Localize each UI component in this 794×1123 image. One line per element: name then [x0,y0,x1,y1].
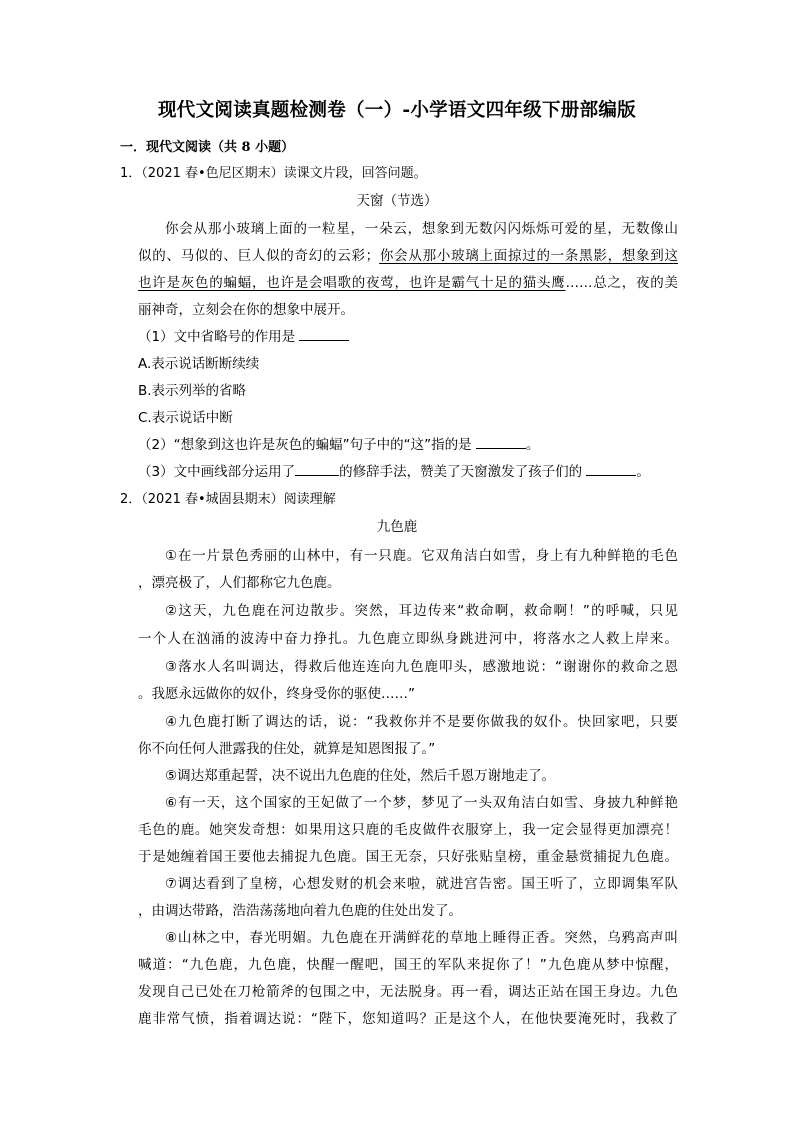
passage-2-title: 九色鹿 [376,519,418,535]
passage-1-line [138,271,678,291]
passage-2-line: ⑤调达郑重起誓，决不说出九色鹿的住处，然后千恩万谢地走了。 [165,768,556,784]
question-2-header: 2．（2021 春•城固县期末）阅读理解 [120,492,336,507]
passage-1-text: ……总之，夜的美 [565,275,678,291]
passage-2-line: ⑧山林之中，春光明媚。九色鹿在开满鲜花的草地上睡得正香。突然，乌鸦高声叫 [165,930,678,946]
passage-2-line: 毛色的鹿。她突发奇想：如果用这只鹿的毛皮做件衣服穿上，我一定会显得更加漂亮！ [138,822,678,838]
underlined-text: 你会从那小玻璃上面掠过的一条黑影，想象到这 [379,248,679,264]
passage-2-line: ⑥有一天，这个国家的王妃做了一个梦，梦见了一头双角洁白如雪、身披九种鲜艳 [165,795,678,811]
sub-question-text: （2）“想象到这也许是灰色的蝙蝠”句子中的“这”指的是 [138,437,472,453]
passage-2-line: ④九色鹿打断了调达的话，说：“我救你并不是要你做我的奴仆。快回家吧，只要 [165,714,678,730]
passage-2-line: ⑦调达看到了皇榜，心想发财的机会来啦，就进宫告密。国王听了，立即调集军队 [165,876,678,892]
passage-2-line: 发现自己已处在刀枪箭斧的包围之中，无法脱身。再一看，调达正站在国王身边。九色 [138,984,678,1000]
sub-question-1 [138,325,678,345]
page-title: 现代文阅读真题检测卷（一）-小学语文四年级下册部编版 [158,100,636,121]
passage-2-line: ①在一片景色秀丽的山林中，有一只鹿。它双角洁白如雪，身上有九种鲜艳的毛色 [165,548,678,564]
option-c: C.表示说话中断 [138,410,233,426]
passage-1-line: 丽神奇，立刻会在你的想象中展开。 [138,302,354,318]
sub-question-2: （2）“想象到这也许是灰色的蝙蝠”句子中的“这”指的是 。 [138,433,678,453]
passage-2-line: 一个人在汹涌的波涛中奋力挣扎。九色鹿立即纵身跳进河中，将落水之人救上岸来。 [138,631,678,647]
passage-1-title: 天窗（节选） [356,193,438,209]
option-b: B.表示列举的省略 [138,383,247,399]
passage-2-line: 。我愿永远做你的奴仆，终身受你的驱使……” [138,686,415,702]
section-heading: 一．现代文阅读（共 8 小题） [120,140,295,155]
sub-question-text: （1）文中省略号的作用是 [138,329,296,345]
answer-blank[interactable] [586,461,636,476]
underlined-text: 也许是灰色的蝙蝠，也许是会唱歌的夜莺，也许是霸气十足的猫头鹰 [138,275,566,291]
passage-1-line [138,244,678,264]
passage-2-line: ②这天，九色鹿在河边散步。突然，耳边传来“救命啊，救命啊！”的呼喊，只见 [165,603,678,619]
answer-blank[interactable] [295,461,339,476]
passage-2-line: 于是她缠着国王要他去捕捉九色鹿。国王无奈，只好张贴皇榜，重金悬赏捕捉九色鹿。 [138,849,678,865]
passage-2-line: 鹿非常气愤，指着调达说：“陛下，您知道吗？正是这个人，在他快要淹死时，我救了 [138,1011,678,1027]
option-a: A.表示说话断断续续 [138,356,260,372]
sub-question-text: （3）文中画线部分运用了 [138,464,296,480]
passage-2-line: 喊道：“九色鹿，九色鹿，快醒一醒吧，国王的军队来捉你了！”九色鹿从梦中惊醒， [138,957,678,973]
passage-1-line: 你会从那小玻璃上面的一粒星，一朵云，想象到无数闪闪烁烁可爱的星，无数像山 [165,221,678,237]
passage-2-line: ，漂亮极了，人们都称它九色鹿。 [138,575,341,591]
passage-2-line: 你不向任何人泄露我的住处，就算是知恩图报了。” [138,741,436,757]
sub-question-3: （3）文中画线部分运用了 的修辞手法，赞美了天窗激发了孩子们的 。 [138,460,678,480]
passage-2-line: ，由调达带路，浩浩荡荡地向着九色鹿的住处出发了。 [138,903,462,919]
passage-1-text: 似的、马似的、巨人似的奇幻的云彩； [138,248,380,264]
passage-2-line: ③落水人名叫调达，得救后他连连向九色鹿叩头，感激地说：“谢谢你的救命之恩 [165,659,678,675]
question-1-header: 1．（2021 春•色尼区期末）读课文片段，回答问题。 [120,166,427,181]
answer-blank[interactable] [299,326,349,341]
answer-blank[interactable] [476,434,526,449]
